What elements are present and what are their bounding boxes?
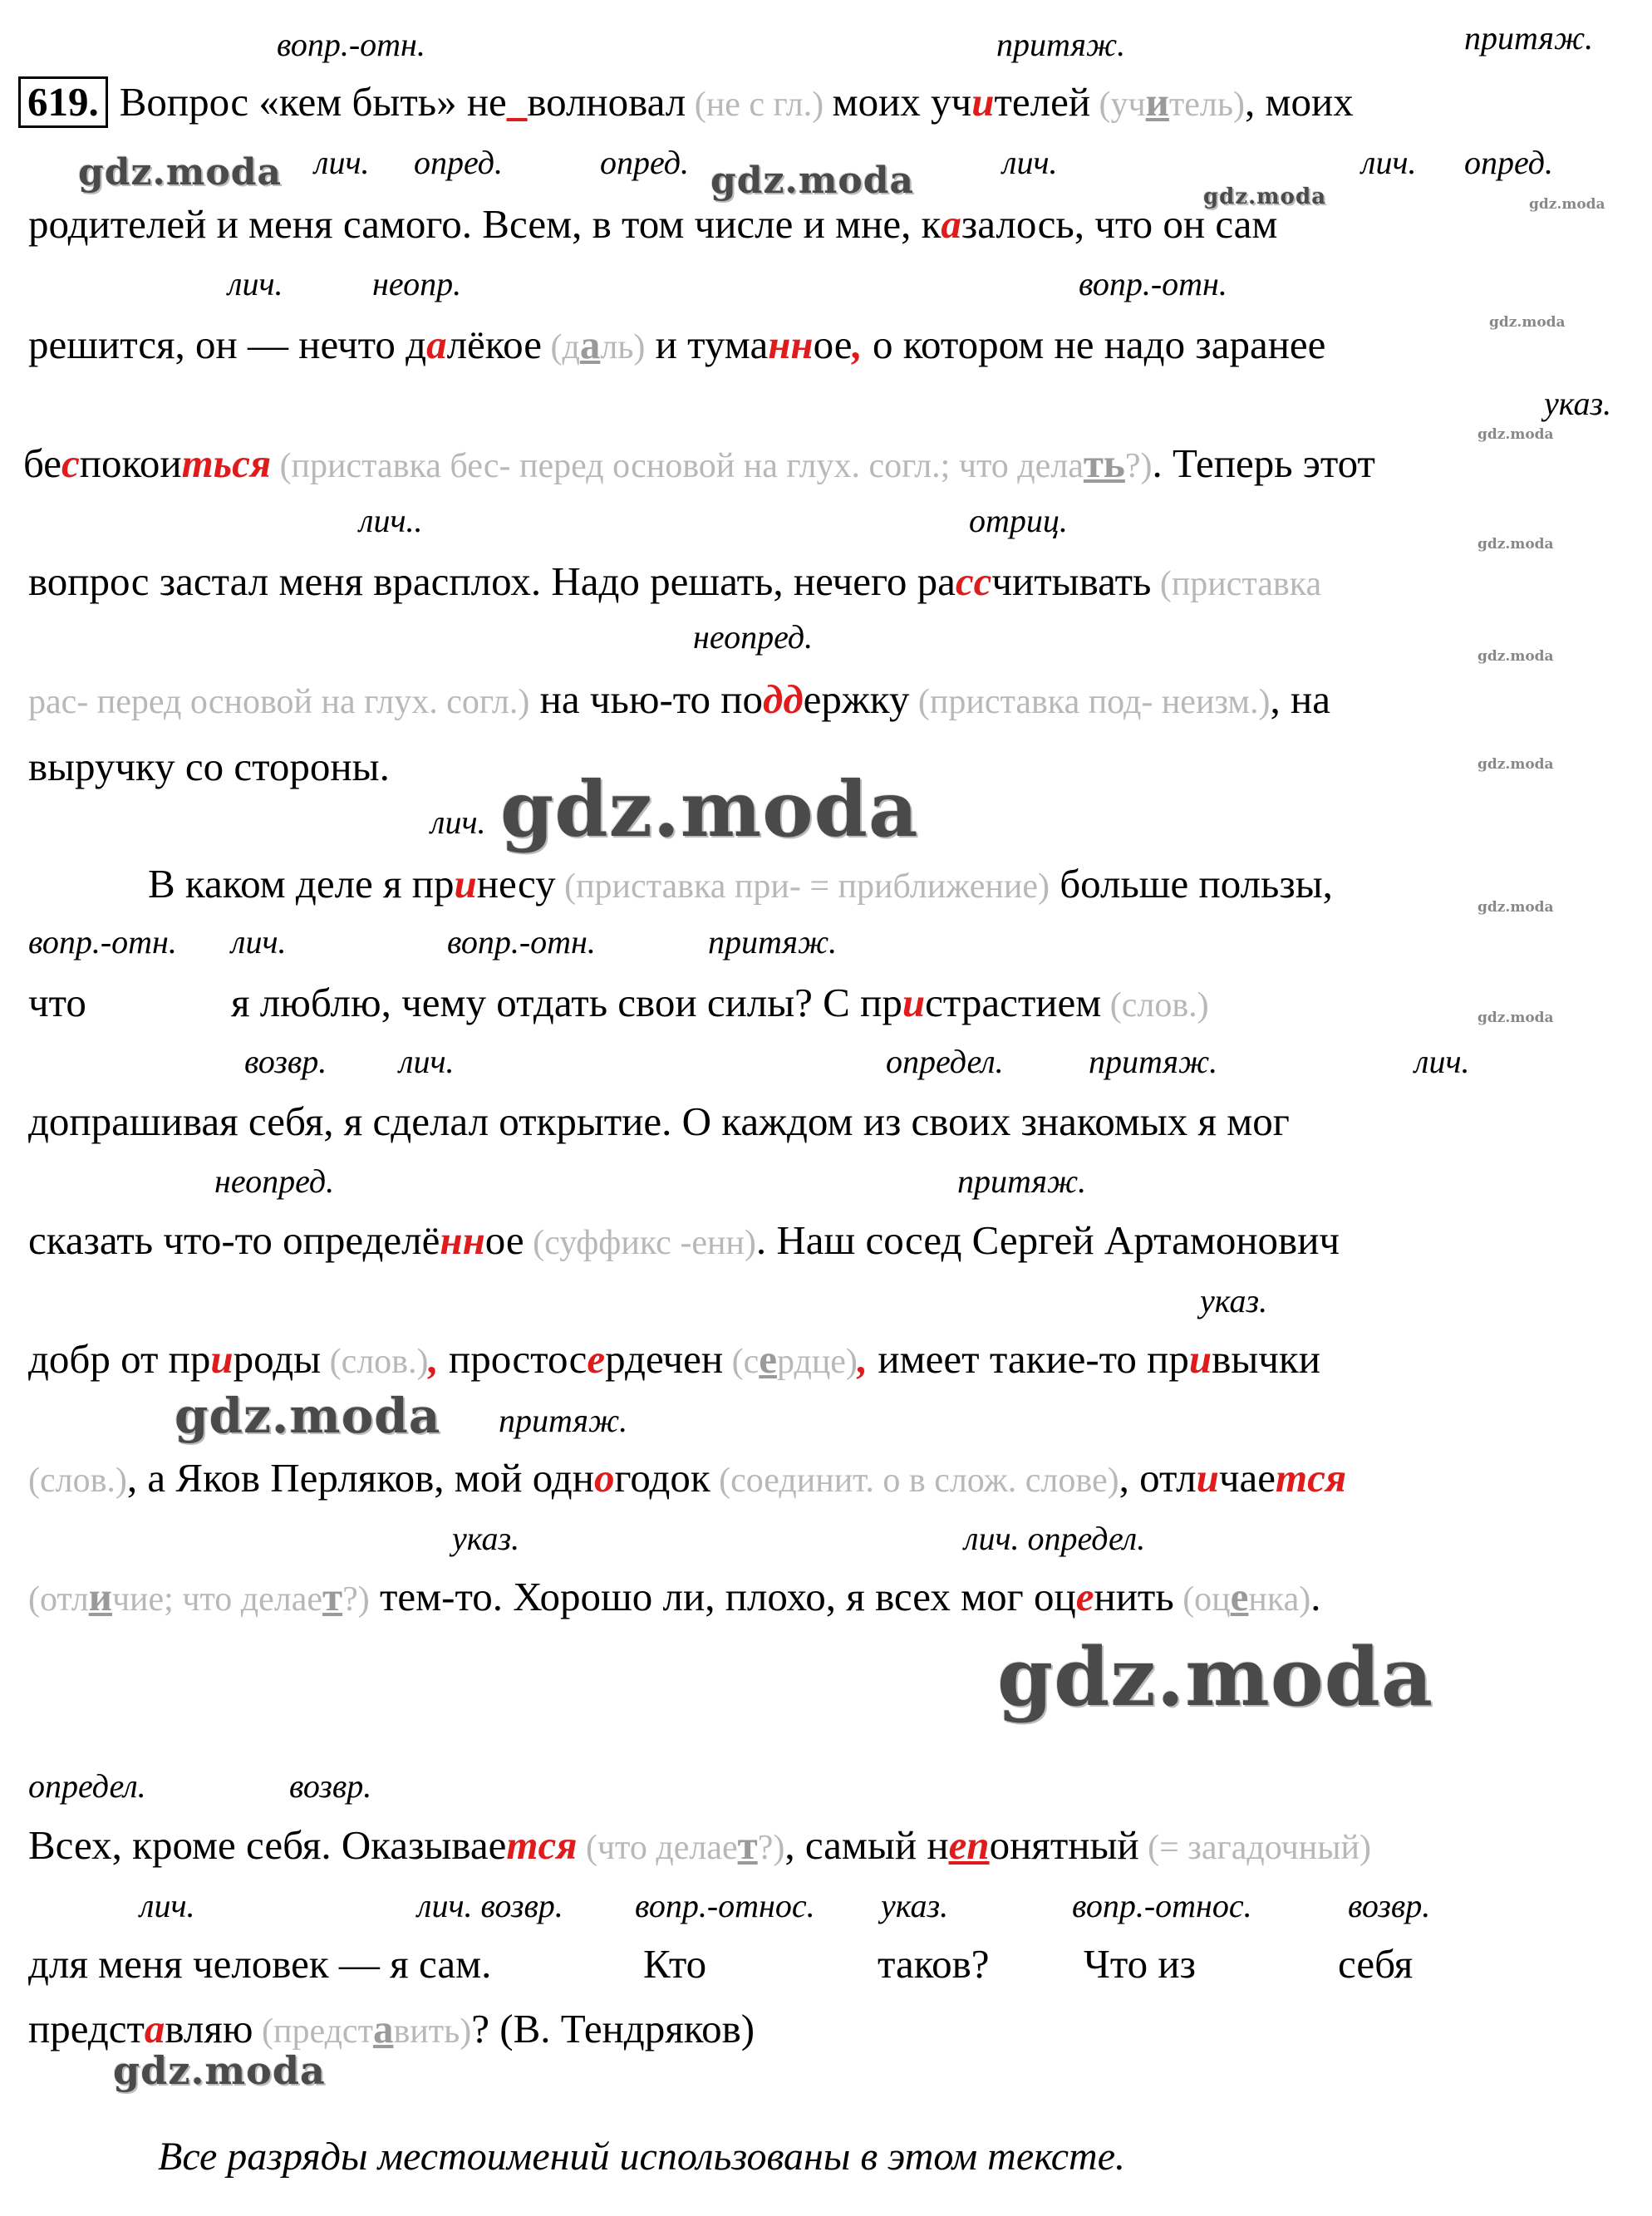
text: читывать [991, 558, 1152, 604]
text: роды [233, 1336, 322, 1382]
note: ?) [757, 1829, 785, 1867]
watermark: gdz.moda [500, 764, 919, 854]
annotation: указ. [452, 1520, 520, 1557]
highlight: а [144, 2006, 165, 2051]
note-mark: ть [1083, 440, 1125, 486]
annotation: опред. [600, 144, 689, 181]
text: Вопрос «кем быть» не [119, 79, 507, 125]
watermark: gdz.moda [113, 2048, 326, 2093]
text: чае [1218, 1455, 1276, 1501]
note: ?) [342, 1580, 370, 1619]
text: больше пользы, [1049, 861, 1333, 907]
watermark: gdz.moda [1203, 184, 1327, 209]
text: на чью-то по [529, 676, 764, 722]
note: рдце) [777, 1343, 858, 1381]
annotation: вопр.-относ. [635, 1887, 815, 1924]
note: (что делае [577, 1829, 738, 1867]
text: таков? [878, 1941, 990, 1987]
note: (= загадочный) [1138, 1829, 1371, 1867]
annotation: лич. определ. [964, 1520, 1146, 1557]
annotation: возвр. [244, 1043, 327, 1080]
text: сказать что-то определё [28, 1217, 440, 1263]
annotation: лич. возвр. [417, 1887, 563, 1924]
text-line [28, 1820, 1371, 1873]
annotation: возвр. [1348, 1887, 1431, 1924]
text: лёкое [446, 322, 542, 367]
highlight: , [857, 1336, 868, 1382]
text: . Теперь этот [1152, 440, 1375, 486]
text: рдечен [605, 1336, 724, 1382]
watermark-small: gdz.moda [1477, 426, 1554, 443]
text: добр от пр [28, 1336, 211, 1382]
annotation: лич.. [359, 502, 423, 539]
annotation: притяж. [1089, 1043, 1218, 1080]
text-line [28, 1097, 1290, 1147]
text-line [28, 1453, 1346, 1506]
highlight: нн [440, 1217, 485, 1263]
annotation: указ. [881, 1887, 949, 1924]
annotation: лич. [140, 1887, 195, 1924]
text: допрашивая себя, я сделал открытие. О каждом из своих знакомых я мог [28, 1098, 1290, 1144]
watermark-small: gdz.moda [1529, 196, 1605, 213]
annotation: отриц. [969, 502, 1068, 539]
text: . [1310, 1574, 1321, 1619]
note: (предст [253, 2012, 373, 2051]
text-line [28, 1939, 1413, 1989]
highlight: дд [763, 676, 804, 722]
conclusion-text: Все разряды местоимений использованы в этом тексте. [158, 2135, 1126, 2179]
text: , на [1270, 676, 1330, 722]
highlight: еп [948, 1822, 990, 1868]
note: (приставка бес- перед основой на глух. согл.; что дела [271, 447, 1084, 485]
annotation: притяж. [996, 26, 1126, 63]
text-line [28, 2004, 755, 2056]
annotation: указ. [1200, 1282, 1268, 1319]
annotation: лич. [1002, 144, 1058, 181]
note-mark: е [1230, 1574, 1249, 1619]
note: рас- перед основой на глух. согл.) [28, 683, 530, 721]
text: моих уч [832, 79, 972, 125]
note: (приставка [1151, 565, 1322, 603]
text: родителей и меня самого. Всем, в том числе и мне, к [28, 201, 942, 247]
text-line [28, 1334, 1320, 1387]
highlight: с [61, 440, 80, 486]
note: (слов.) [321, 1343, 429, 1381]
text: решится, он — нечто д [28, 322, 427, 367]
highlight: е [1075, 1574, 1094, 1619]
text: волновал [527, 79, 686, 125]
annotation: указ. [1544, 385, 1612, 422]
note: (оц [1173, 1580, 1231, 1619]
annotation: лич. [1361, 144, 1417, 181]
text: онятный [989, 1822, 1139, 1868]
watermark-small: gdz.moda [1489, 314, 1566, 331]
annotation: лич. [430, 803, 486, 841]
annotation: определ. [886, 1043, 1004, 1080]
annotation: притяж. [1464, 19, 1594, 57]
annotation: притяж. [957, 1162, 1087, 1200]
watermark: gdz.moda [78, 151, 283, 194]
highlight: , [852, 322, 863, 367]
text: себя [1338, 1941, 1414, 1987]
note-mark: а [372, 2006, 394, 2051]
watermark: gdz.moda [997, 1630, 1434, 1724]
text: Что из [1084, 1941, 1196, 1987]
text: о котором не надо заранее [862, 322, 1326, 367]
note-mark: и [88, 1574, 112, 1619]
annotation: лич. [228, 265, 283, 302]
text: , отл [1119, 1455, 1197, 1501]
note-mark: т [737, 1822, 758, 1868]
annotation: вопр.-отн. [277, 26, 425, 63]
text: вычки [1212, 1336, 1320, 1382]
note: (приставка под- неизм.) [909, 683, 1271, 721]
text: вопрос застал меня врасплох. Надо решать, нечего ра [28, 558, 956, 604]
note: (отл [28, 1580, 89, 1619]
annotation: опред. [414, 144, 503, 181]
note: (слов.) [28, 1462, 127, 1500]
text: телей [994, 79, 1091, 125]
text: покои [79, 440, 182, 486]
text: нить [1094, 1574, 1174, 1619]
annotation: лич. [1414, 1043, 1470, 1080]
highlight: и [902, 980, 926, 1025]
watermark-small: gdz.moda [1477, 648, 1554, 665]
highlight: е [587, 1336, 606, 1382]
highlight: а [426, 322, 447, 367]
text: выручку со стороны. [28, 744, 390, 789]
watermark-small: gdz.moda [1477, 1010, 1554, 1026]
note: (слов.) [1101, 986, 1209, 1024]
text: Кто [643, 1941, 707, 1987]
text: В каком деле я пр [148, 861, 455, 907]
text: . Наш сосед Сергей Артамонович [755, 1217, 1340, 1263]
text-line [28, 1572, 1321, 1624]
note: (д [541, 328, 580, 366]
text-line [28, 557, 1321, 609]
highlight: тся [506, 1822, 578, 1868]
text: , моих [1245, 79, 1354, 125]
text-line [28, 978, 1209, 1030]
note: чие; что делае [111, 1580, 323, 1619]
text-line [23, 439, 1375, 491]
highlight: и [1196, 1455, 1219, 1501]
text-line [28, 742, 390, 792]
annotation: неопред. [693, 618, 814, 656]
highlight: ться [181, 440, 272, 486]
text-line [28, 320, 1325, 372]
text: несу [476, 861, 556, 907]
note: (уч [1090, 86, 1146, 124]
text: что [28, 980, 86, 1025]
note: нка) [1248, 1580, 1311, 1619]
annotation: вопр.-относ. [1072, 1887, 1252, 1924]
annotation: неопред. [214, 1162, 335, 1200]
note: (приставка при- = приближение) [555, 867, 1050, 906]
annotation: вопр.-отн. [1079, 265, 1227, 302]
text: для меня человек — я сам. [28, 1941, 492, 1987]
text: Всех, кроме себя. Оказывае [28, 1822, 507, 1868]
text: страстием [925, 980, 1102, 1025]
text: залось, что он сам [961, 201, 1278, 247]
watermark-small: gdz.moda [1477, 899, 1554, 916]
text: и тума [645, 322, 769, 367]
watermark-small: gdz.moda [1477, 536, 1554, 553]
text: , самый н [784, 1822, 949, 1868]
annotation: вопр.-отн. [447, 923, 596, 961]
highlight: тся [1276, 1455, 1347, 1501]
annotation: притяж. [499, 1402, 628, 1439]
exercise-number: 619. [18, 76, 108, 128]
note-mark: и [1145, 79, 1169, 125]
watermark: gdz.moda [710, 160, 915, 202]
highlight: сс [955, 558, 992, 604]
note-mark: е [759, 1336, 777, 1382]
annotation: неопр. [372, 265, 462, 302]
text-line [28, 1216, 1340, 1268]
highlight: и [454, 861, 477, 907]
annotation: притяж. [708, 923, 838, 961]
highlight: нн [768, 322, 814, 367]
text: тем-то. Хорошо ли, плохо, я всех мог оц [369, 1574, 1076, 1619]
note: ль) [600, 328, 646, 366]
highlight: о [593, 1455, 615, 1501]
text: ержку [803, 676, 910, 722]
note: ?) [1124, 447, 1153, 485]
text: имеет такие-то пр [868, 1336, 1189, 1382]
highlight: и [971, 79, 995, 125]
text-line [148, 859, 1333, 911]
text: , а Яков Перляков, мой одн [126, 1455, 594, 1501]
text: годок [614, 1455, 710, 1501]
annotation: возвр. [289, 1767, 372, 1805]
note-mark: а [579, 322, 601, 367]
note: (с [723, 1343, 760, 1381]
annotation: лич. [399, 1043, 455, 1080]
text: бе [23, 440, 62, 486]
note: тель) [1168, 86, 1245, 124]
text-line [28, 199, 1277, 249]
highlight: , [428, 1336, 439, 1382]
highlight: а [941, 201, 961, 247]
annotation: опред. [1464, 144, 1553, 181]
note-mark: т [322, 1574, 343, 1619]
text-line [28, 675, 1330, 727]
annotation: лич. [231, 923, 287, 961]
text: ое [813, 322, 853, 367]
watermark: gdz.moda [175, 1388, 441, 1444]
note: (соединит. о в слож. слове) [710, 1462, 1119, 1500]
text-line [18, 76, 1354, 130]
watermark-small: gdz.moda [1477, 756, 1554, 773]
highlight: и [210, 1336, 234, 1382]
annotation: лич. [314, 144, 370, 181]
text: ? (В. Тендряков) [471, 2006, 755, 2051]
text: ое [484, 1217, 524, 1263]
text: вляю [165, 2006, 253, 2051]
note: вить) [393, 2012, 472, 2051]
annotation: определ. [28, 1767, 146, 1805]
highlight: _ [506, 79, 528, 125]
text: предст [28, 2006, 145, 2051]
note: (не с гл.) [686, 86, 833, 124]
highlight: и [1188, 1336, 1212, 1382]
note: (суффикс -енн) [524, 1224, 756, 1262]
annotation: вопр.-отн. [28, 923, 177, 961]
text: я люблю, чему отдать свои силы? С пр [231, 980, 902, 1025]
text: простос [438, 1336, 588, 1382]
